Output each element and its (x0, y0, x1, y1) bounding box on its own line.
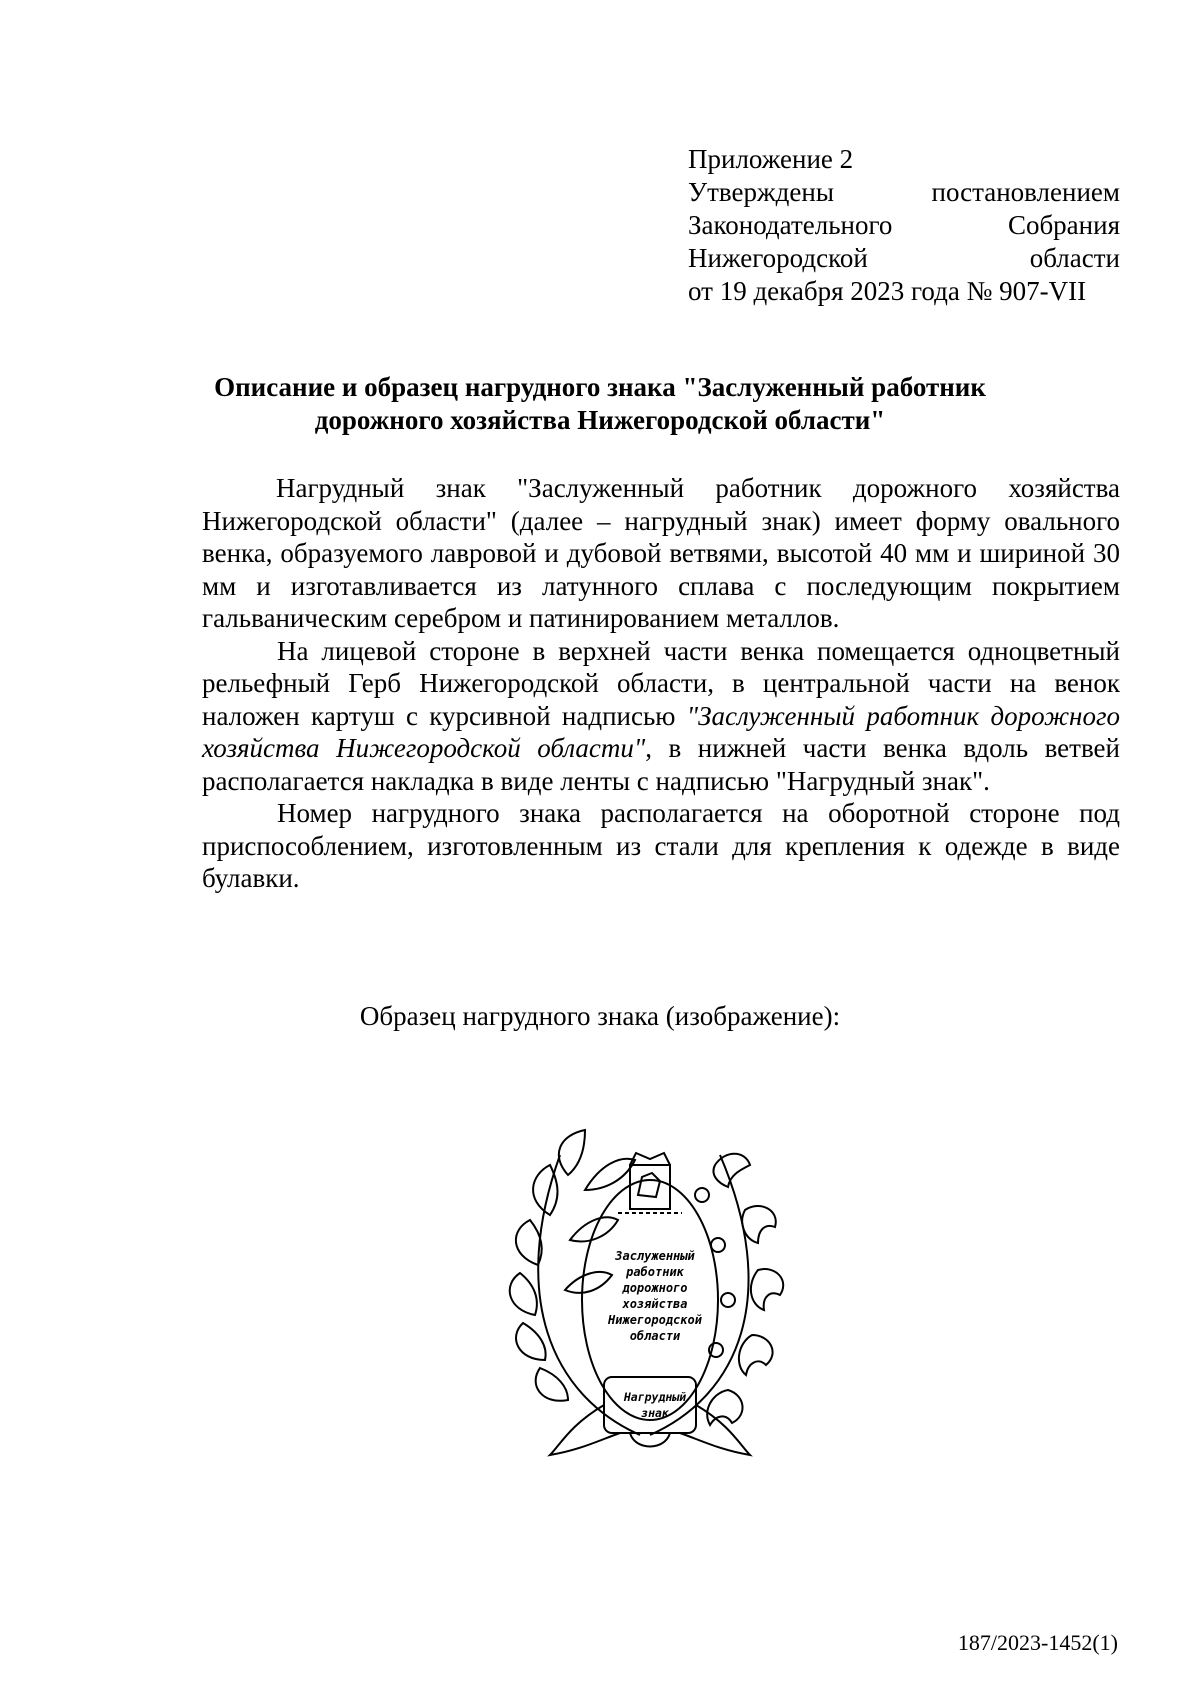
approval-date: от 19 декабря 2023 года № 907-VII (688, 276, 1087, 306)
paragraph-description: Нагрудный знак "Заслуженный работник дорожного хозяйства Нижегородской области" (далее – нагрудный знак) имеет форму овального венка, образуемого лавровой и дубовой ветвями, высотой 40 мм и шириной 30 мм и изготавливается из латунного сплава с последующим покрытием гальваническим серебром и патинированием металлов. (202, 473, 1120, 633)
paragraph-face-side: На лицевой стороне в верхней части венка помещается одноцветный рельефный Герб Нижегородской области, в центральной части на венок наложен картуш с курсивной надписью "Заслуженный работник дорожного хозяйства Нижегородской области", в нижней части венка вдоль ветвей располагается накладка в виде ленты с надписью "Нагрудный знак". (202, 635, 1120, 796)
approval-line: Утверждены постановлением (688, 177, 1120, 207)
badge-ribbon-inscription: Нагрудный знак (623, 1390, 687, 1420)
appendix-number: Приложение 2 (688, 144, 854, 174)
badge-inscription: Заслуженный работник дорожного хозяйства Нижегородской области (608, 1249, 702, 1343)
approval-line: Законодательного Собрания (688, 210, 1120, 240)
sample-caption: Образец нагрудного знака (изображение): (359, 1001, 841, 1031)
document-body (202, 472, 1120, 895)
paragraph-back-side: Номер нагрудного знака располагается на оборотной стороне под приспособлением, изготовленным из стали для крепления к одежде в виде булавки. (202, 798, 1120, 893)
document-title: Описание и образец нагрудного знака "Заслуженный работник дорожного хозяйства Нижегородской области" (214, 372, 986, 435)
approval-line: Нижегородской области (688, 243, 1120, 273)
document-number: 187/2023-1452(1) (957, 1630, 1118, 1655)
appendix-block (688, 143, 1120, 308)
